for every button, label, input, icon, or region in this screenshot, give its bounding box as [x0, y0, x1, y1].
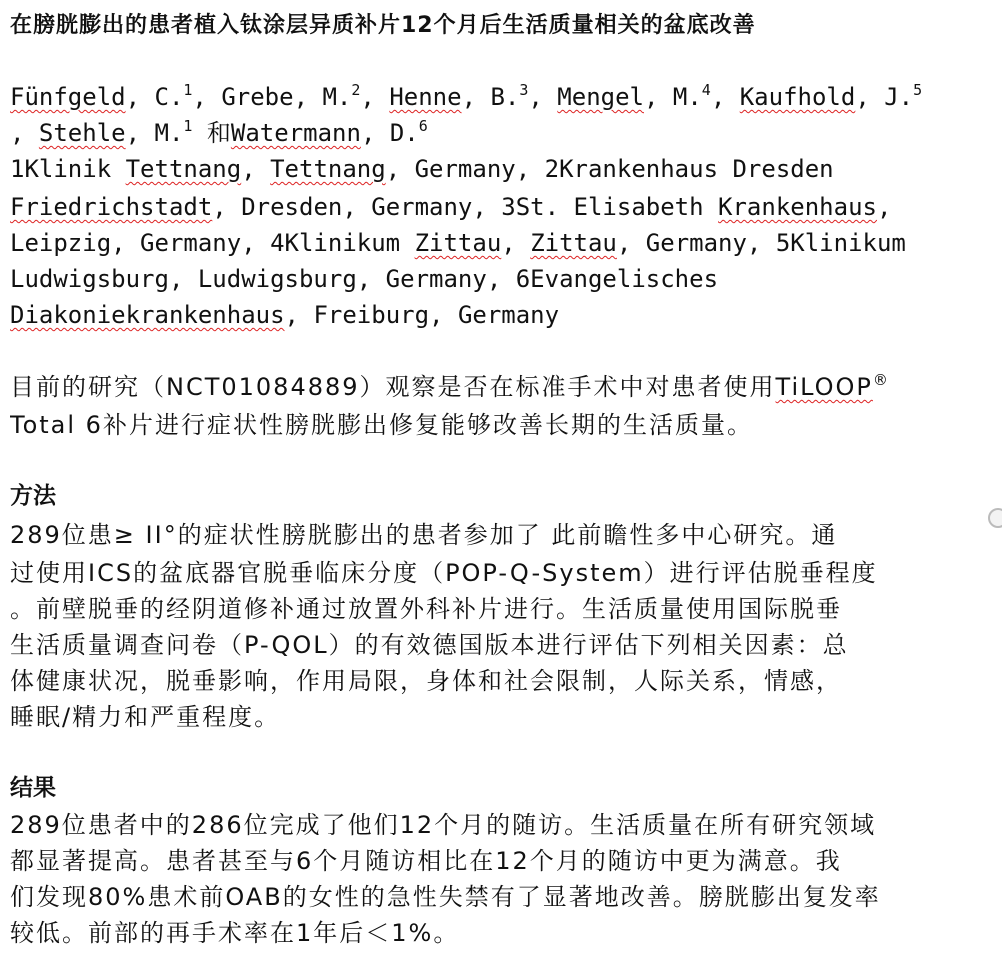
author-line-2: , Stehle, M.$^1$ 和Watermann, D.$^6$ — [10, 117, 428, 147]
product-name: TiLOOP — [775, 373, 873, 401]
methods-line: 体健康状况，脱垂影响，作用局限，身体和社会限制，人际关系，情感， — [10, 667, 842, 695]
results-line: 289位患者中的286位完成了他们12个月的随访。生活质量在所有研究领域 — [10, 811, 877, 839]
affiliation-sup: 3 — [519, 81, 529, 99]
intro-line-1: 目前的研究（NCT01084889）观察是否在标准手术中对患者使用TiLOOP® — [10, 371, 890, 401]
affiliation-sup: 1 — [183, 81, 193, 99]
affiliation-line-1: 1Klinik Tettnang, Tettnang, Germany, 2Krankenhaus Dresden — [10, 155, 834, 183]
methods-line: 过使用ICS的盆底器官脱垂临床分度（POP-Q-System）进行评估脱垂程度 — [10, 559, 878, 587]
author-line-1: Fünfgeld, C.$^1$, Grebe, M.$^2$, Henne, B.$^3$, Mengel, M.$^4$, Kaufhold, J.$^5$ — [10, 81, 923, 111]
author-name: Stehle — [38, 119, 126, 147]
scroll-handle-icon[interactable] — [988, 508, 1002, 528]
intro-line-2: Total 6补片进行症状性膀胱膨出修复能够改善长期的生活质量。 — [10, 411, 753, 439]
methods-line: 睡眠/精力和严重程度。 — [10, 703, 281, 731]
results-heading: 结果 — [10, 775, 56, 801]
affiliation-sup: 2 — [351, 81, 361, 99]
methods-heading: 方法 — [10, 483, 56, 509]
methods-line: 。前壁脱垂的经阴道修补通过放置外科补片进行。生活质量使用国际脱垂 — [10, 595, 842, 623]
author-name: Watermann — [230, 119, 361, 147]
affiliation-line-3: Leipzig, Germany, 4Klinikum Zittau, Zittau, Germany, 5Klinikum — [10, 229, 906, 257]
affiliation-sup: 1 — [183, 117, 193, 135]
affiliation-sup: 5 — [913, 81, 923, 99]
affiliation-line-5: Diakoniekrankenhaus, Freiburg, Germany — [10, 301, 560, 329]
author-name: Mengel — [557, 83, 644, 111]
methods-line: 生活质量调查问卷（P-QOL）的有效德国版本进行评估下列相关因素：总 — [10, 631, 849, 659]
author-name: Henne — [389, 83, 462, 111]
author-name: Kaufhold — [739, 83, 856, 111]
results-line: 较低。前部的再手术率在1年后＜1%。 — [10, 919, 460, 947]
registered-mark: ® — [872, 371, 890, 389]
affiliation-line-4: Ludwigsburg, Ludwigsburg, Germany, 6Evangelisches — [10, 265, 719, 293]
methods-line: 289位患≥ II°的症状性膀胱膨出的患者参加了 此前瞻性多中心研究。通 — [10, 521, 838, 549]
results-line: 们发现80%患术前OAB的女性的急性失禁有了显著地改善。膀胱膨出复发率 — [10, 883, 881, 911]
results-line: 都显著提高。患者甚至与6个月随访相比在12个月的随访中更为满意。我 — [10, 847, 842, 875]
affiliation-line-2: Friedrichstadt, Dresden, Germany, 3St. Elisabeth Krankenhaus, — [10, 193, 892, 221]
paper-title: 在膀胱膨出的患者植入钛涂层异质补片12个月后生活质量相关的盆底改善 — [10, 13, 756, 38]
affiliation-sup: 6 — [418, 117, 428, 135]
affiliation-sup: 4 — [701, 81, 711, 99]
author-name: Fünfgeld — [10, 83, 126, 111]
